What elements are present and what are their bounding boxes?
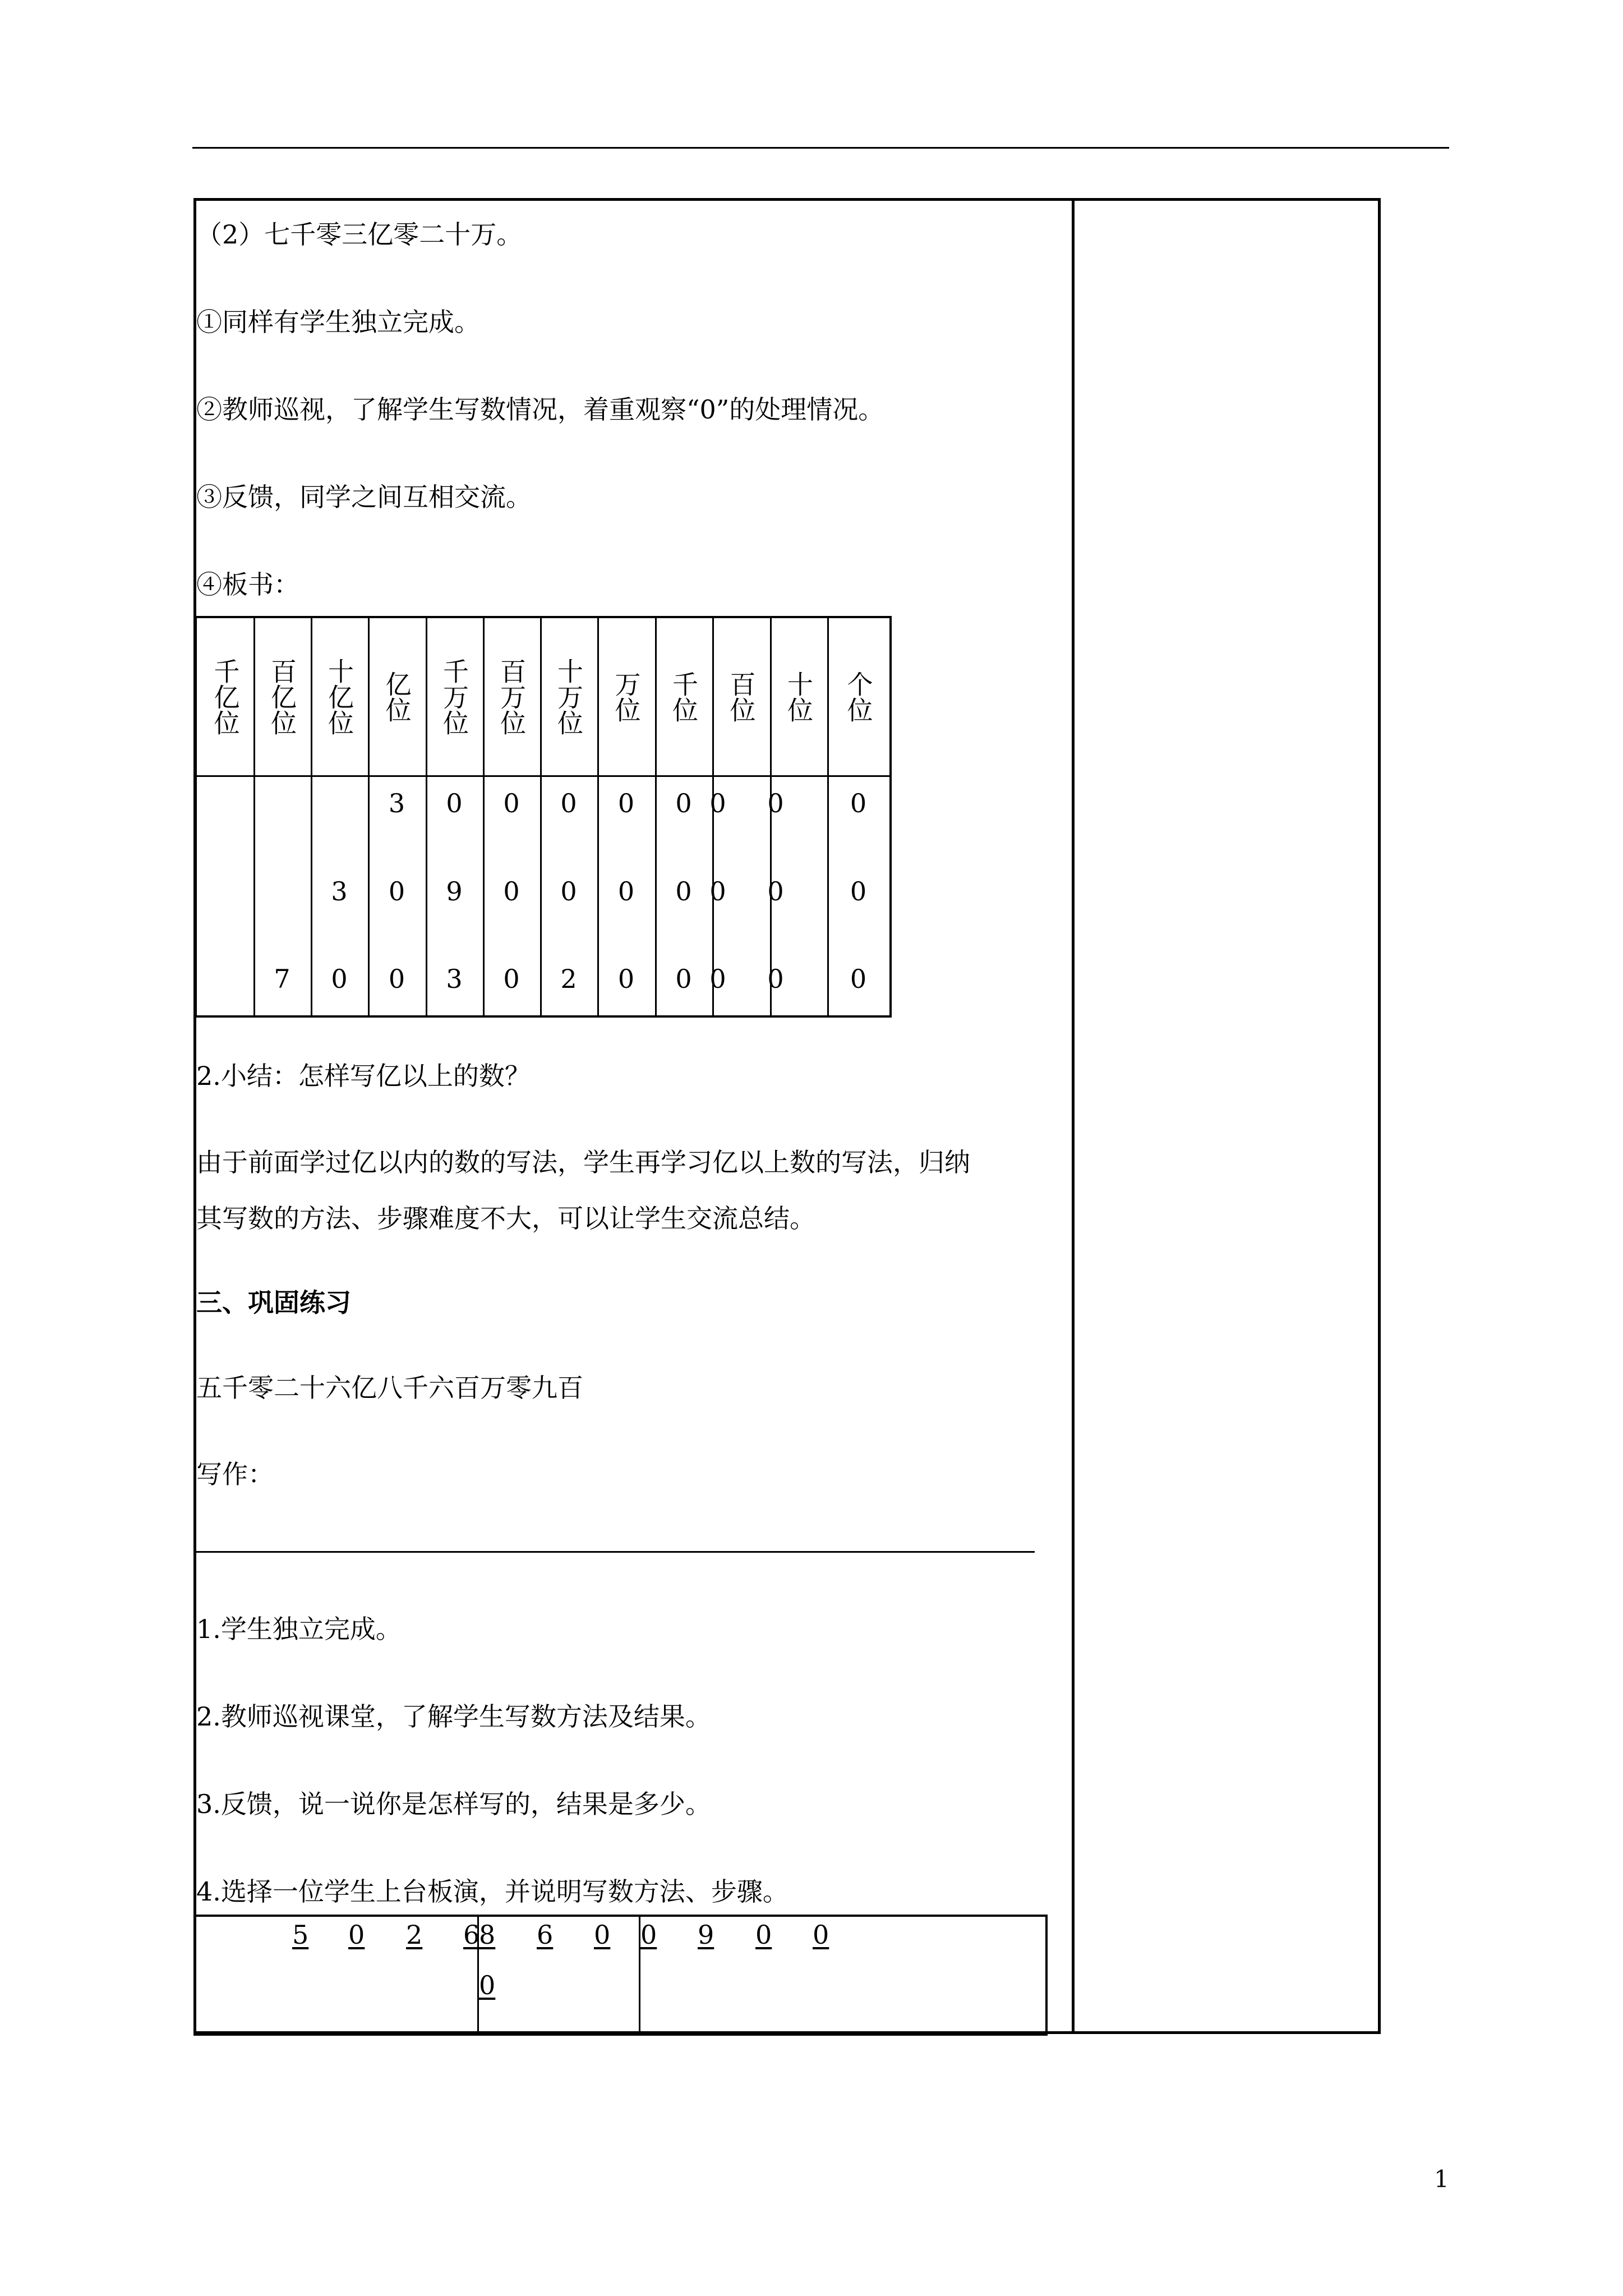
column-header-label: 十位: [783, 671, 814, 723]
place-value-table: [195, 616, 892, 1018]
column-header: [712, 618, 770, 775]
table-cell: 0: [850, 876, 867, 907]
column-header: [597, 618, 655, 775]
answer-digit: 6: [537, 1920, 554, 1950]
table-cell: 0: [767, 788, 784, 818]
answer-digit: 6: [463, 1920, 480, 1950]
column-header-label: 万位: [611, 671, 642, 723]
column-header-label: 十亿位: [324, 658, 354, 735]
column-header-label: 百万位: [496, 658, 527, 735]
column-header-label: 十万位: [554, 658, 584, 735]
answer-digit: 0: [594, 1920, 611, 1950]
table-cell: 0: [767, 964, 784, 994]
text-line: ②教师巡视，了解学生写数情况，着重观察“0”的处理情况。: [196, 394, 884, 425]
column-header: [655, 618, 712, 775]
text-line: 五千零二十六亿八千六百万零九百: [196, 1373, 583, 1403]
table-cell: 7: [274, 964, 291, 994]
column-header: [540, 618, 597, 775]
table-cell: 0: [767, 876, 784, 907]
column-header-label: 百位: [726, 671, 757, 723]
answer-digit: 8: [479, 1920, 496, 1950]
answer-digit: 0: [755, 1920, 772, 1950]
answer-digit: 9: [698, 1920, 714, 1950]
table-cell: 0: [446, 788, 463, 818]
table-cell: 2: [560, 964, 577, 994]
column-header-label: 百亿位: [267, 658, 297, 735]
text-line: 其写数的方法、步骤难度不大，可以让学生交流总结。: [196, 1203, 815, 1234]
text-line: 1.学生独立完成。: [196, 1614, 402, 1644]
table-cell: 0: [617, 788, 635, 818]
table-cell: 3: [446, 964, 463, 994]
table-cell: 0: [709, 788, 726, 818]
text-line: 写作：: [196, 1459, 274, 1489]
table-cell: 0: [503, 876, 520, 907]
table-cell: 0: [675, 788, 692, 818]
table-cell: 0: [503, 788, 520, 818]
answer-digit: 5: [292, 1920, 309, 1950]
text-line: 4.选择一位学生上台板演，并说明写数方法、步骤。: [196, 1876, 789, 1907]
table-cell: 0: [617, 964, 635, 994]
page-number: 1: [1434, 2165, 1449, 2193]
table-cell: 3: [331, 876, 348, 907]
table-cell: 0: [388, 876, 405, 907]
table-cell: 0: [388, 964, 405, 994]
text-line: 2.教师巡视课堂，了解学生写数方法及结果。: [196, 1701, 711, 1732]
table-cell: 0: [675, 964, 692, 994]
column-header: [311, 618, 368, 775]
text-line: 3.反馈，说一说你是怎样写的，结果是多少。: [196, 1789, 711, 1819]
table-cell: 0: [331, 964, 348, 994]
table-cell: 9: [446, 876, 463, 907]
table-cell: 0: [617, 876, 635, 907]
column-header: [426, 618, 483, 775]
column-header-label: 个位: [843, 671, 874, 723]
answer-digit: 0: [640, 1920, 657, 1950]
table-cell: 0: [503, 964, 520, 994]
table-cell: 0: [850, 788, 867, 818]
table-cell: 3: [388, 788, 405, 818]
table-cell: 0: [850, 964, 867, 994]
answer-digit: 2: [406, 1920, 423, 1950]
text-line: ③反馈，同学之间互相交流。: [196, 482, 532, 512]
lesson-table: [193, 198, 1381, 2034]
answer-box: [193, 1915, 1048, 2036]
column-header-label: 亿位: [381, 671, 412, 723]
column-header: [197, 618, 253, 775]
text-line: 由于前面学过亿以内的数的写法，学生再学习亿以上数的写法，归纳: [196, 1147, 970, 1177]
column-header: [827, 618, 889, 775]
answer-digit: 0: [479, 1970, 496, 2000]
answer-line: [195, 1551, 1035, 1553]
column-header: [483, 618, 540, 775]
header-rule: [192, 147, 1449, 149]
table-cell: 0: [709, 964, 726, 994]
column-header: [253, 618, 311, 775]
column-header-label: 千亿位: [210, 658, 241, 735]
column-header-label: 千万位: [439, 658, 469, 735]
table-cell: 0: [709, 876, 726, 907]
text-line: （2）七千零三亿零二十万。: [196, 219, 523, 250]
text-line: ④板书：: [196, 569, 299, 600]
column-header-label: 千位: [668, 671, 699, 723]
table-cell: 0: [560, 788, 577, 818]
notes-column-divider: [1072, 201, 1075, 2031]
table-cell: 0: [560, 876, 577, 907]
answer-digit: 0: [813, 1920, 829, 1950]
text-line: 2.小结：怎样写亿以上的数？: [196, 1061, 531, 1091]
column-header: [770, 618, 827, 775]
table-divider: [197, 775, 889, 777]
column-header: [368, 618, 426, 775]
section-heading: 三、巩固练习: [196, 1287, 351, 1318]
table-cell: 0: [675, 876, 692, 907]
text-line: ①同样有学生独立完成。: [196, 307, 480, 337]
answer-digit: 0: [348, 1920, 365, 1950]
